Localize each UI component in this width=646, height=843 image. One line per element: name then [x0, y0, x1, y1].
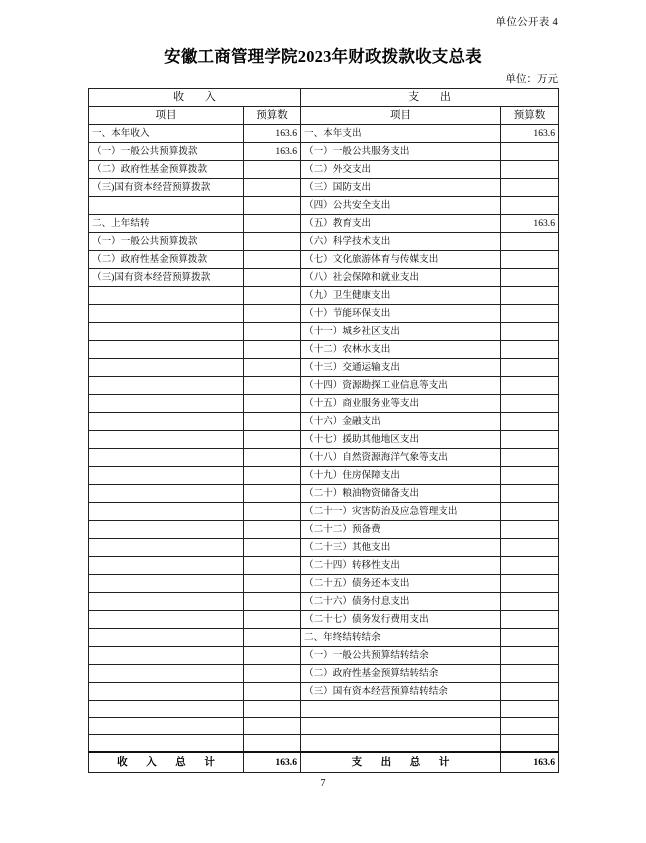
table-row — [89, 431, 559, 449]
table-row — [89, 413, 559, 431]
table-row — [89, 125, 559, 143]
income-item-cell — [89, 485, 244, 503]
income-amount-cell — [244, 557, 301, 575]
income-item-cell — [89, 593, 244, 611]
table-row — [89, 233, 559, 251]
income-item-cell — [89, 287, 244, 305]
table-row — [89, 197, 559, 215]
expenditure-amount-cell — [501, 341, 559, 359]
income-amount-cell — [244, 341, 301, 359]
income-amount-cell — [244, 521, 301, 539]
income-total-amount: 163.6 — [244, 752, 301, 773]
income-amount-cell — [244, 629, 301, 647]
expenditure-amount-cell — [501, 413, 559, 431]
income-item-cell: 二、上年结转 — [89, 215, 244, 233]
income-item-cell — [89, 431, 244, 449]
table-row — [89, 521, 559, 539]
expenditure-item-cell: （二十五）债务还本支出 — [301, 575, 501, 593]
table-row — [89, 269, 559, 287]
expenditure-amount-cell — [501, 735, 559, 752]
income-item-cell — [89, 467, 244, 485]
expenditure-amount-cell — [501, 323, 559, 341]
expenditure-amount-cell — [501, 557, 559, 575]
expenditure-amount-cell — [501, 718, 559, 735]
table-header — [89, 89, 559, 125]
table-row — [89, 143, 559, 161]
expenditure-amount-cell — [501, 449, 559, 467]
income-amount-cell: 163.6 — [244, 125, 301, 143]
income-amount-cell — [244, 431, 301, 449]
expenditure-item-cell: （十）节能环保支出 — [301, 305, 501, 323]
income-amount-cell — [244, 485, 301, 503]
expenditure-amount-cell — [501, 611, 559, 629]
table-row — [89, 161, 559, 179]
form-label: 单位公开表 4 — [495, 17, 558, 28]
income-amount-cell — [244, 539, 301, 557]
expenditure-amount-cell — [501, 431, 559, 449]
income-item-cell: （一）一般公共预算拨款 — [89, 233, 244, 251]
expenditure-item-cell: （二）外交支出 — [301, 161, 501, 179]
expenditure-amount-cell — [501, 359, 559, 377]
income-item-cell: （三)国有资本经营预算拨款 — [89, 179, 244, 197]
income-item-cell — [89, 539, 244, 557]
table-row — [89, 305, 559, 323]
expenditure-item-cell: 一、本年支出 — [301, 125, 501, 143]
expenditure-amount-cell — [501, 701, 559, 718]
expenditure-item-cell: （三）国防支出 — [301, 179, 501, 197]
expenditure-item-cell: （二十一）灾害防治及应急管理支出 — [301, 503, 501, 521]
expenditure-amount-cell: 163.6 — [501, 215, 559, 233]
income-amount-cell — [244, 593, 301, 611]
income-item-cell — [89, 647, 244, 665]
group-header-expenditure: 支 出 — [301, 89, 559, 107]
table-row — [89, 287, 559, 305]
expenditure-amount-cell — [501, 629, 559, 647]
expenditure-item-cell: （一）一般公共服务支出 — [301, 143, 501, 161]
expenditure-amount-cell — [501, 647, 559, 665]
income-amount-cell — [244, 251, 301, 269]
expenditure-amount-cell — [501, 287, 559, 305]
income-item-cell — [89, 575, 244, 593]
expenditure-item-cell: 二、年终结转结余 — [301, 629, 501, 647]
table-row — [89, 701, 559, 718]
table-row — [89, 629, 559, 647]
income-amount-cell — [244, 359, 301, 377]
page-title: 安徽工商管理学院2023年财政拨款收支总表 — [164, 47, 482, 66]
income-amount-cell — [244, 377, 301, 395]
income-item-cell — [89, 665, 244, 683]
expenditure-item-cell: （十六）金融支出 — [301, 413, 501, 431]
table-total-row — [89, 752, 559, 773]
column-header-expenditure-item: 项目 — [301, 107, 501, 125]
expenditure-item-cell: （十二）农林水支出 — [301, 341, 501, 359]
expenditure-item-cell: （十三）交通运输支出 — [301, 359, 501, 377]
income-amount-cell — [244, 467, 301, 485]
expenditure-item-cell: （七）文化旅游体育与传媒支出 — [301, 251, 501, 269]
table-row — [89, 485, 559, 503]
income-amount-cell — [244, 647, 301, 665]
income-amount-cell — [244, 305, 301, 323]
table-row — [89, 593, 559, 611]
expenditure-amount-cell — [501, 521, 559, 539]
expenditure-amount-cell — [501, 161, 559, 179]
expenditure-item-cell: （一）一般公共预算结转结余 — [301, 647, 501, 665]
income-amount-cell — [244, 611, 301, 629]
income-item-cell: 一、本年收入 — [89, 125, 244, 143]
expenditure-amount-cell — [501, 269, 559, 287]
expenditure-item-cell: （十一）城乡社区支出 — [301, 323, 501, 341]
income-item-cell — [89, 521, 244, 539]
income-amount-cell — [244, 197, 301, 215]
expenditure-item-cell: （二十三）其他支出 — [301, 539, 501, 557]
table-row — [89, 735, 559, 752]
income-amount-cell — [244, 683, 301, 701]
expenditure-item-cell: （十九）住房保障支出 — [301, 467, 501, 485]
expenditure-item-cell: （二十二）预备费 — [301, 521, 501, 539]
table-row — [89, 575, 559, 593]
expenditure-item-cell — [301, 701, 501, 718]
page-number: 7 — [320, 778, 326, 789]
income-amount-cell — [244, 413, 301, 431]
expenditure-item-cell — [301, 718, 501, 735]
expenditure-amount-cell — [501, 251, 559, 269]
expenditure-item-cell: （二十六）债务付息支出 — [301, 593, 501, 611]
table-row — [89, 503, 559, 521]
income-amount-cell: 163.6 — [244, 143, 301, 161]
table-row — [89, 215, 559, 233]
income-item-cell — [89, 305, 244, 323]
income-item-cell — [89, 735, 244, 752]
expenditure-total-amount: 163.6 — [501, 752, 559, 773]
expenditure-total-label: 支 出 总 计 — [301, 752, 501, 773]
expenditure-item-cell: （十七）援助其他地区支出 — [301, 431, 501, 449]
income-amount-cell — [244, 179, 301, 197]
column-header-expenditure-amount: 预算数 — [501, 107, 559, 125]
expenditure-amount-cell — [501, 467, 559, 485]
table-row — [89, 377, 559, 395]
table-row — [89, 683, 559, 701]
income-item-cell: （三)国有资本经营预算拨款 — [89, 269, 244, 287]
expenditure-item-cell: （十五）商业服务业等支出 — [301, 395, 501, 413]
table-row — [89, 179, 559, 197]
expenditure-amount-cell — [501, 143, 559, 161]
income-item-cell — [89, 413, 244, 431]
expenditure-amount-cell — [501, 197, 559, 215]
table-row — [89, 665, 559, 683]
income-amount-cell — [244, 665, 301, 683]
expenditure-amount-cell — [501, 395, 559, 413]
income-amount-cell — [244, 449, 301, 467]
table-row — [89, 251, 559, 269]
group-header-income: 收 入 — [89, 89, 301, 107]
income-amount-cell — [244, 503, 301, 521]
expenditure-amount-cell — [501, 377, 559, 395]
income-item-cell — [89, 359, 244, 377]
expenditure-item-cell: （五）教育支出 — [301, 215, 501, 233]
income-item-cell — [89, 629, 244, 647]
budget-table — [88, 88, 559, 773]
income-total-label: 收 入 总 计 — [89, 752, 244, 773]
expenditure-item-cell: （二）政府性基金预算结转结余 — [301, 665, 501, 683]
income-item-cell — [89, 377, 244, 395]
expenditure-amount-cell — [501, 305, 559, 323]
expenditure-amount-cell — [501, 233, 559, 251]
income-amount-cell — [244, 215, 301, 233]
expenditure-item-cell: （二十）粮油物资储备支出 — [301, 485, 501, 503]
expenditure-item-cell: （十八）自然资源海洋气象等支出 — [301, 449, 501, 467]
unit-note: 单位：万元 — [505, 74, 558, 85]
income-amount-cell — [244, 718, 301, 735]
column-header-row — [89, 107, 559, 125]
column-header-income-item: 项目 — [89, 107, 244, 125]
income-item-cell: （二）政府性基金预算拨款 — [89, 251, 244, 269]
income-item-cell — [89, 718, 244, 735]
expenditure-item-cell: （四）公共安全支出 — [301, 197, 501, 215]
expenditure-amount-cell: 163.6 — [501, 125, 559, 143]
expenditure-item-cell: （二十七）债务发行费用支出 — [301, 611, 501, 629]
column-header-income-amount: 预算数 — [244, 107, 301, 125]
income-amount-cell — [244, 735, 301, 752]
income-amount-cell — [244, 287, 301, 305]
income-item-cell: （一）一般公共预算拨款 — [89, 143, 244, 161]
table-row — [89, 449, 559, 467]
table-row — [89, 611, 559, 629]
income-amount-cell — [244, 161, 301, 179]
table-row — [89, 467, 559, 485]
income-item-cell — [89, 611, 244, 629]
table-body — [89, 125, 559, 752]
income-item-cell — [89, 395, 244, 413]
table-row — [89, 718, 559, 735]
expenditure-amount-cell — [501, 683, 559, 701]
expenditure-item-cell: （二十四）转移性支出 — [301, 557, 501, 575]
income-amount-cell — [244, 269, 301, 287]
income-amount-cell — [244, 395, 301, 413]
group-header-row — [89, 89, 559, 107]
income-item-cell — [89, 323, 244, 341]
expenditure-item-cell: （八）社会保障和就业支出 — [301, 269, 501, 287]
expenditure-amount-cell — [501, 485, 559, 503]
table-row — [89, 323, 559, 341]
table-row — [89, 359, 559, 377]
income-amount-cell — [244, 323, 301, 341]
income-amount-cell — [244, 701, 301, 718]
income-item-cell — [89, 341, 244, 359]
expenditure-item-cell: （三）国有资本经营预算结转结余 — [301, 683, 501, 701]
income-amount-cell — [244, 233, 301, 251]
expenditure-item-cell — [301, 735, 501, 752]
table-row — [89, 539, 559, 557]
expenditure-amount-cell — [501, 593, 559, 611]
table-row — [89, 395, 559, 413]
income-item-cell — [89, 503, 244, 521]
income-item-cell — [89, 197, 244, 215]
expenditure-amount-cell — [501, 575, 559, 593]
income-amount-cell — [244, 575, 301, 593]
table-row — [89, 341, 559, 359]
income-item-cell — [89, 449, 244, 467]
expenditure-item-cell: （六）科学技术支出 — [301, 233, 501, 251]
expenditure-item-cell: （十四）资源勘探工业信息等支出 — [301, 377, 501, 395]
income-item-cell — [89, 683, 244, 701]
expenditure-item-cell: （九）卫生健康支出 — [301, 287, 501, 305]
income-item-cell: （二）政府性基金预算拨款 — [89, 161, 244, 179]
table-row — [89, 647, 559, 665]
table-footer — [89, 752, 559, 773]
expenditure-amount-cell — [501, 503, 559, 521]
income-item-cell — [89, 701, 244, 718]
expenditure-amount-cell — [501, 665, 559, 683]
income-item-cell — [89, 557, 244, 575]
expenditure-amount-cell — [501, 539, 559, 557]
table-row — [89, 557, 559, 575]
expenditure-amount-cell — [501, 179, 559, 197]
